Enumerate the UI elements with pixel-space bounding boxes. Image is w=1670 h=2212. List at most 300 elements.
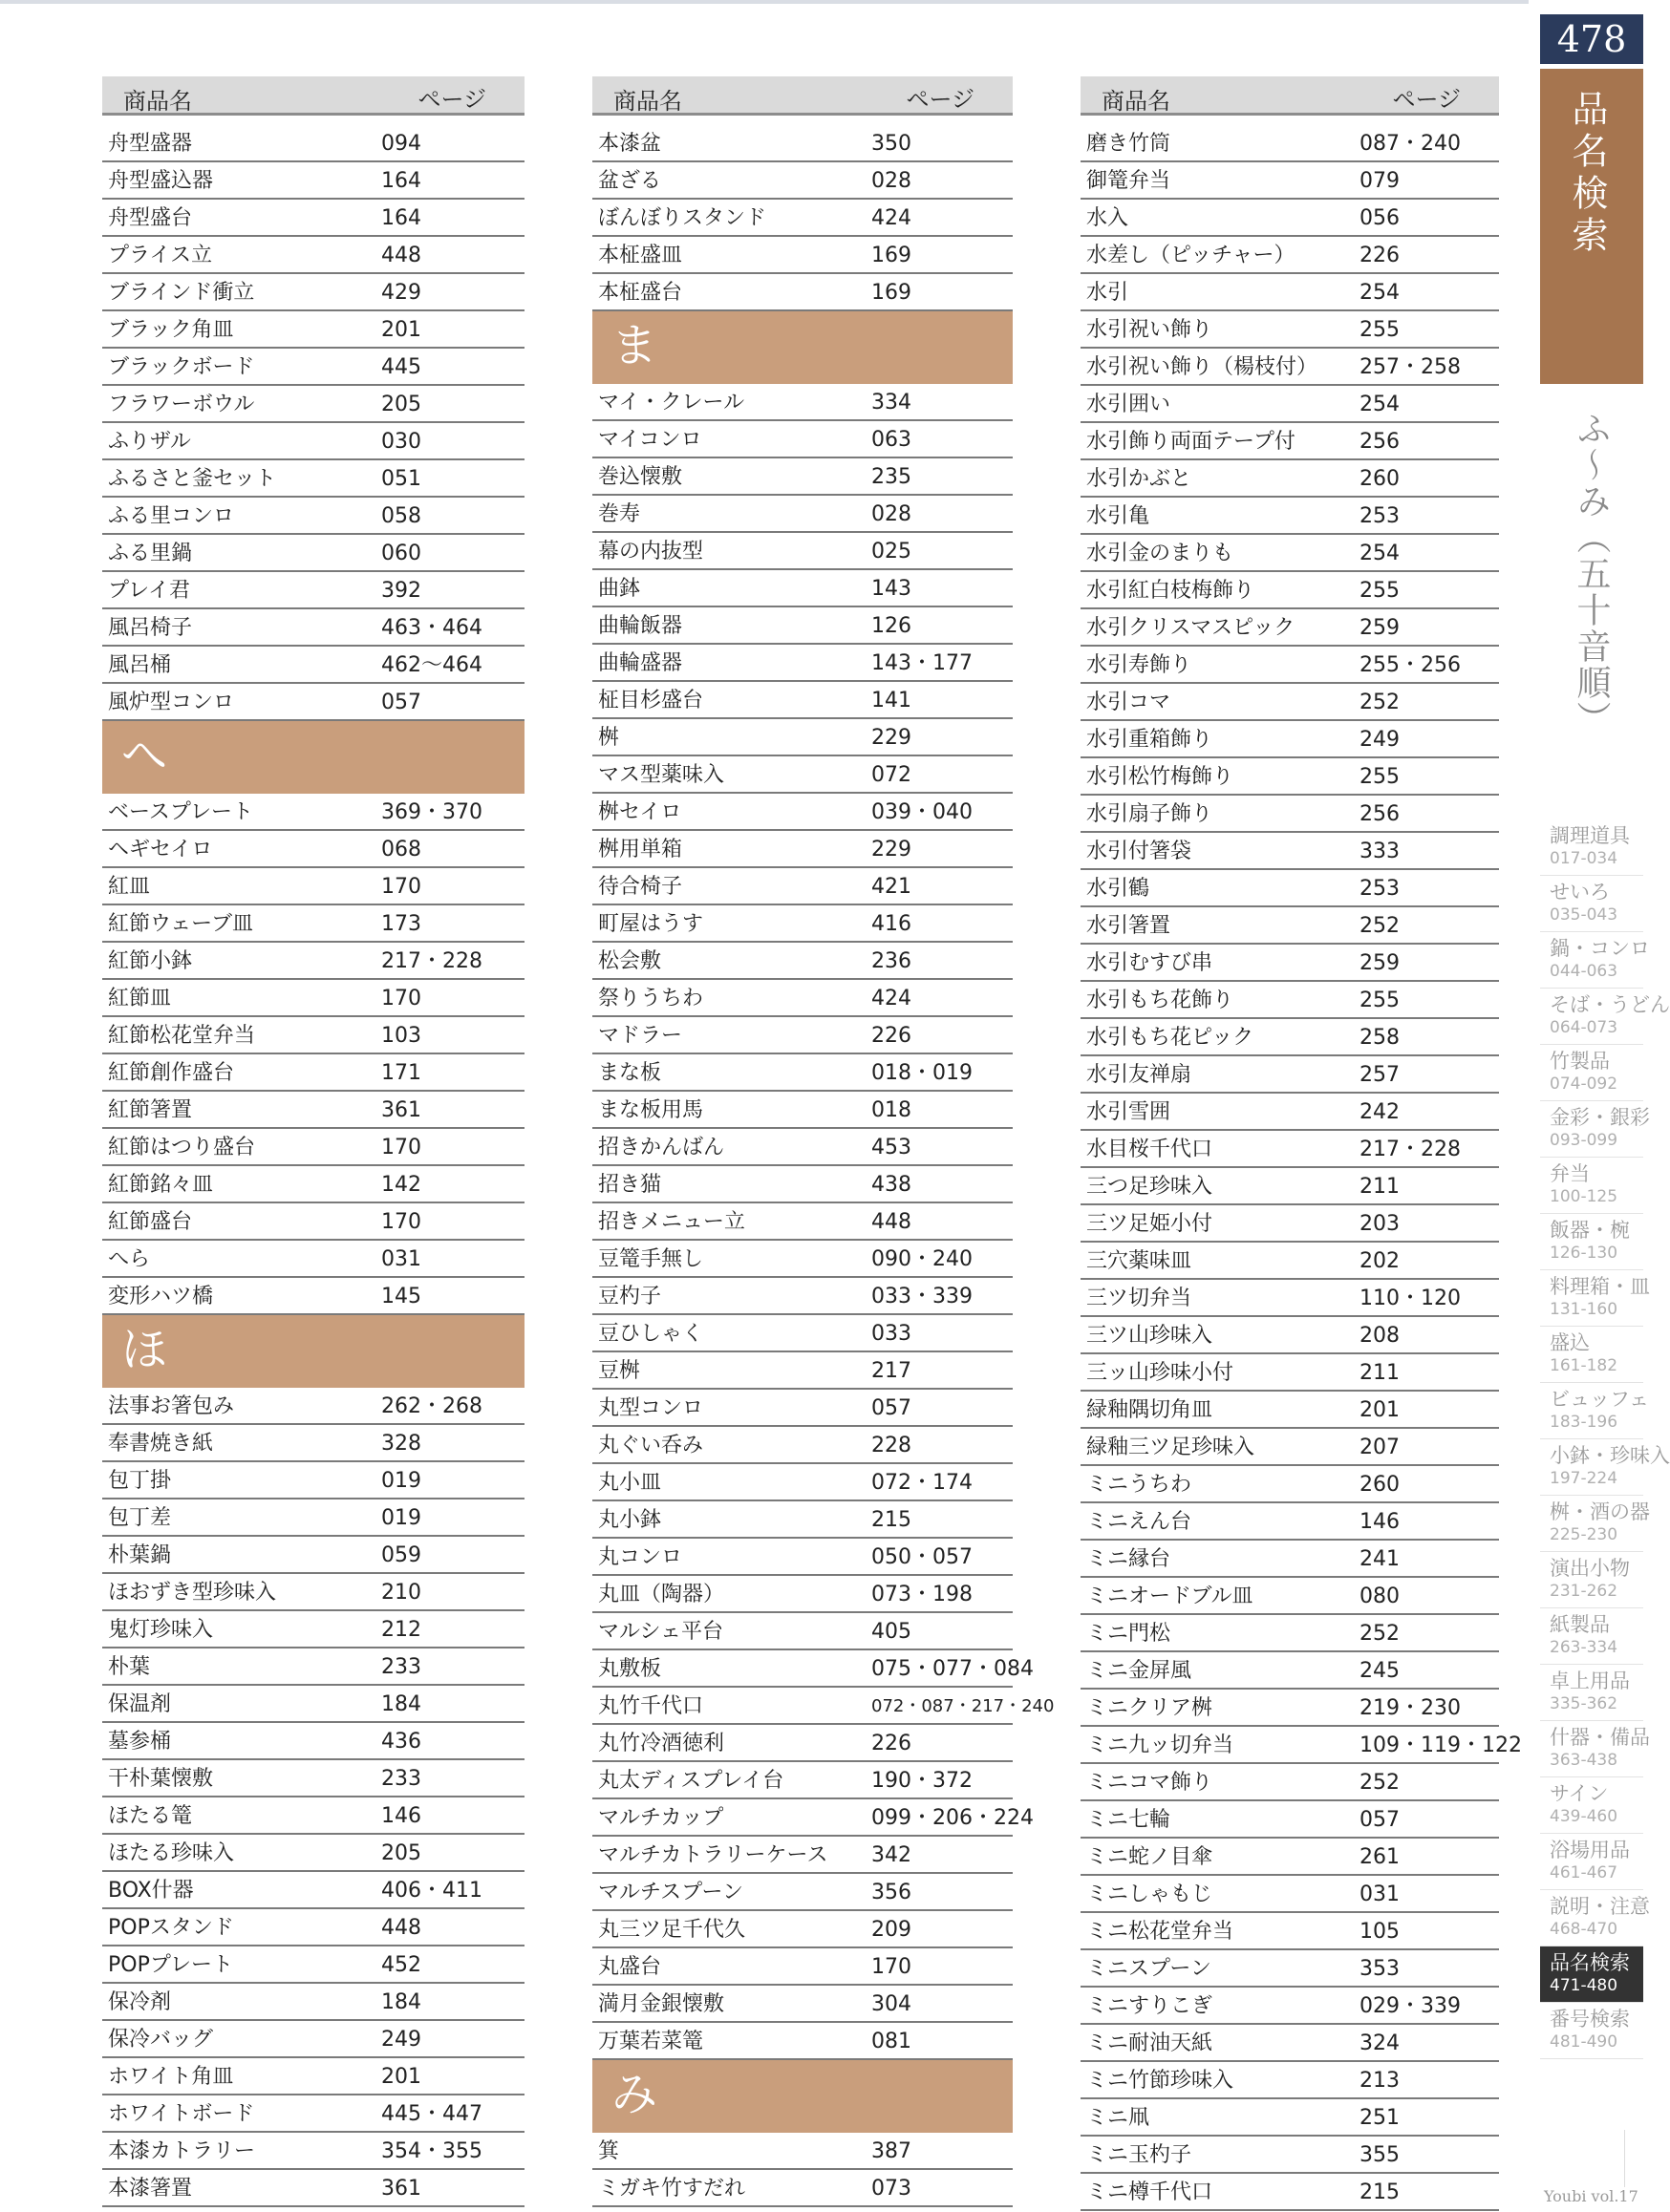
- index-row[interactable]: [1081, 907, 1499, 945]
- category-label: せいろ: [1550, 881, 1610, 904]
- index-row[interactable]: [102, 572, 525, 609]
- category-range: 231-262: [1550, 1582, 1618, 1601]
- column-header: [1081, 76, 1499, 116]
- index-row[interactable]: [102, 1425, 525, 1462]
- category-label: 桝・酒の器: [1550, 1500, 1650, 1523]
- index-row[interactable]: [102, 200, 525, 237]
- category-item[interactable]: [1540, 932, 1650, 989]
- index-row[interactable]: [102, 1054, 525, 1092]
- index-row[interactable]: [592, 607, 1013, 645]
- page-reference: 241: [1360, 1547, 1400, 1571]
- product-name: ほたる珍味入: [108, 1841, 235, 1865]
- product-name: 紅節ウェーブ皿: [108, 912, 254, 936]
- page-reference: 087・240: [1360, 132, 1461, 156]
- product-name: 三ッ山珍味小付: [1086, 1361, 1234, 1385]
- category-item[interactable]: [1540, 1890, 1650, 1946]
- index-row[interactable]: [592, 1017, 1013, 1054]
- product-name: 町屋はうす: [598, 912, 704, 936]
- index-row[interactable]: [592, 1576, 1013, 1613]
- product-name: 水引鶴: [1086, 877, 1150, 901]
- page-reference: 254: [1360, 281, 1400, 305]
- page-reference: 350: [871, 132, 911, 156]
- index-row[interactable]: [102, 386, 525, 423]
- page-reference: 356: [871, 1881, 911, 1904]
- index-row[interactable]: [592, 458, 1013, 496]
- index-row[interactable]: [592, 1464, 1013, 1501]
- index-row[interactable]: [1081, 1652, 1499, 1690]
- product-name: 招きメニュー立: [598, 1210, 746, 1234]
- page-reference: 424: [871, 987, 911, 1010]
- product-name: 紅節はつり盛台: [108, 1136, 256, 1159]
- index-row[interactable]: [592, 1241, 1013, 1278]
- product-name: 風呂椅子: [108, 616, 193, 640]
- index-row[interactable]: [102, 1872, 525, 1909]
- page-reference: 256: [1360, 430, 1400, 454]
- product-name: 豆杓子: [598, 1285, 662, 1308]
- product-name: 風呂桶: [108, 653, 172, 677]
- kana-heading-text: へ: [121, 729, 168, 782]
- product-name: 丸ぐい呑み: [598, 1434, 704, 1457]
- product-name: 豆桝: [598, 1359, 641, 1383]
- index-row[interactable]: [102, 647, 525, 684]
- index-row[interactable]: [1081, 1503, 1499, 1541]
- index-row[interactable]: [102, 2133, 525, 2170]
- index-row[interactable]: [1081, 274, 1499, 311]
- category-item[interactable]: [1540, 1214, 1643, 1270]
- page-reference: 213: [1360, 2069, 1400, 2093]
- product-name: ミニうちわ: [1086, 1473, 1192, 1497]
- page-reference: 033・339: [871, 1285, 973, 1308]
- product-name: 本漆盆: [598, 132, 662, 156]
- page-reference: 304: [871, 1992, 911, 2016]
- index-row[interactable]: [592, 2170, 1013, 2207]
- category-item[interactable]: [1540, 1665, 1643, 1721]
- index-row[interactable]: [102, 1723, 525, 1760]
- page-reference: 448: [381, 1916, 421, 1940]
- index-row[interactable]: [592, 1799, 1034, 1837]
- category-range: 074-092: [1550, 1074, 1618, 1094]
- index-row[interactable]: [1081, 1354, 1499, 1392]
- index-row[interactable]: [1081, 1317, 1499, 1354]
- category-item[interactable]: [1540, 1383, 1649, 1439]
- index-row[interactable]: [1081, 1392, 1499, 1429]
- page-reference: 190・372: [871, 1769, 973, 1793]
- product-name: 水入: [1086, 206, 1129, 230]
- index-row[interactable]: [102, 684, 525, 721]
- category-item[interactable]: [1540, 1327, 1643, 1383]
- page-reference: 259: [1360, 951, 1400, 975]
- index-row[interactable]: [1081, 1950, 1499, 1988]
- page-reference: 143: [871, 577, 911, 601]
- index-row[interactable]: [1081, 1131, 1499, 1168]
- index-row[interactable]: [592, 1986, 1013, 2023]
- index-row[interactable]: [592, 1501, 1013, 1539]
- footer-label: Youbi vol.17: [1544, 2187, 1638, 2205]
- page-reference: 215: [1360, 2180, 1400, 2204]
- index-row[interactable]: [592, 1948, 1013, 1986]
- product-name: 風炉型コンロ: [108, 691, 235, 714]
- index-row[interactable]: [1081, 1541, 1499, 1578]
- index-row[interactable]: [592, 125, 1013, 162]
- page-reference: 019: [381, 1506, 421, 1530]
- category-item[interactable]: [1540, 1045, 1643, 1101]
- product-name: 盆ざる: [598, 169, 662, 193]
- kana-heading-text: み: [611, 2068, 658, 2121]
- page-reference: 233: [381, 1767, 421, 1791]
- category-item[interactable]: [1540, 1834, 1643, 1890]
- product-name: ミニ耐油天紙: [1086, 2031, 1213, 2055]
- page-reference: 228: [871, 1434, 911, 1457]
- category-item[interactable]: [1540, 989, 1670, 1045]
- page-reference: 202: [1360, 1249, 1400, 1273]
- index-row[interactable]: [1081, 945, 1499, 982]
- index-row[interactable]: [1081, 609, 1499, 647]
- page-reference: 201: [381, 318, 421, 342]
- page-reference: 170: [381, 875, 421, 899]
- index-row[interactable]: [592, 496, 1013, 533]
- page-reference: 252: [1360, 691, 1400, 714]
- index-row[interactable]: [592, 868, 1013, 905]
- product-name: 水引友禅扇: [1086, 1063, 1192, 1087]
- index-row[interactable]: [1081, 311, 1499, 349]
- index-row[interactable]: [1081, 796, 1499, 833]
- index-row[interactable]: [592, 384, 1013, 421]
- index-row[interactable]: [1081, 1727, 1522, 1764]
- page-reference: 429: [381, 281, 421, 305]
- category-label: 卓上用品: [1550, 1670, 1630, 1692]
- category-range: 131-160: [1550, 1300, 1618, 1319]
- product-name: 紅節箸置: [108, 1098, 193, 1122]
- category-label: 小鉢・珍味入: [1550, 1444, 1670, 1467]
- index-row[interactable]: [592, 1688, 1055, 1725]
- index-row[interactable]: [1081, 535, 1499, 572]
- index-row[interactable]: [102, 237, 525, 274]
- index-row[interactable]: [1081, 1243, 1499, 1280]
- index-row[interactable]: [592, 719, 1013, 756]
- index-row[interactable]: [1081, 1876, 1499, 1913]
- index-row[interactable]: [1081, 870, 1499, 907]
- index-row[interactable]: [592, 1911, 1013, 1948]
- index-row[interactable]: [592, 162, 1013, 200]
- page-reference: 463・464: [381, 616, 482, 640]
- index-row[interactable]: [592, 682, 1013, 719]
- index-row[interactable]: [592, 1837, 1013, 1874]
- index-row[interactable]: [592, 1762, 1013, 1799]
- index-row[interactable]: [102, 1129, 525, 1166]
- page-reference: 215: [871, 1508, 911, 1532]
- index-row[interactable]: [102, 1462, 525, 1499]
- index-row[interactable]: [1081, 2137, 1499, 2174]
- index-row[interactable]: [102, 1648, 525, 1686]
- index-row[interactable]: [1081, 1056, 1499, 1094]
- index-row[interactable]: [1081, 2062, 1499, 2099]
- page-reference: 342: [871, 1843, 911, 1867]
- index-row[interactable]: [1081, 162, 1499, 200]
- product-name: 丸小皿: [598, 1471, 662, 1495]
- index-row[interactable]: [1081, 349, 1499, 386]
- index-row[interactable]: [592, 533, 1013, 570]
- index-row[interactable]: [1081, 1280, 1499, 1317]
- index-row[interactable]: [102, 905, 525, 943]
- index-row[interactable]: [102, 1092, 525, 1129]
- page-reference: 146: [1360, 1510, 1400, 1534]
- index-row[interactable]: [592, 756, 1013, 794]
- index-row[interactable]: [1081, 1839, 1499, 1876]
- index-row[interactable]: [592, 1352, 1013, 1390]
- index-row[interactable]: [592, 1129, 1013, 1166]
- page-reference: 057: [871, 1396, 911, 1420]
- product-name: 水引亀: [1086, 504, 1150, 528]
- product-name: 本漆箸置: [108, 2177, 193, 2201]
- index-row[interactable]: [1081, 1764, 1499, 1801]
- section-tab[interactable]: [1540, 69, 1643, 384]
- index-row[interactable]: [1081, 647, 1499, 684]
- index-row[interactable]: [102, 274, 525, 311]
- index-row[interactable]: [592, 1390, 1013, 1427]
- category-item[interactable]: [1540, 1439, 1670, 1496]
- product-name: ミニ樽千代口: [1086, 2180, 1213, 2204]
- page-reference: 094: [381, 132, 421, 156]
- category-label: 弁当: [1550, 1162, 1590, 1185]
- product-name: マルチカップ: [598, 1806, 724, 1830]
- index-row[interactable]: [1081, 237, 1499, 274]
- index-row[interactable]: [592, 237, 1013, 274]
- index-row[interactable]: [592, 1427, 1013, 1464]
- product-name: 三穴薬味皿: [1086, 1249, 1192, 1273]
- index-row[interactable]: [1081, 684, 1499, 721]
- kana-heading: [102, 721, 525, 794]
- product-name: ブラック角皿: [108, 318, 234, 342]
- page-reference: 211: [1360, 1361, 1400, 1385]
- index-row[interactable]: [102, 943, 525, 980]
- index-row[interactable]: [592, 1613, 1013, 1650]
- index-row[interactable]: [1081, 1094, 1499, 1131]
- index-row[interactable]: [1081, 2099, 1499, 2137]
- index-row[interactable]: [592, 421, 1013, 458]
- index-row[interactable]: [1081, 758, 1499, 796]
- index-row[interactable]: [102, 1241, 525, 1278]
- page-reference: 057: [1360, 1808, 1400, 1832]
- index-row[interactable]: [102, 1909, 525, 1946]
- product-name: 舟型盛器: [108, 132, 193, 156]
- index-row[interactable]: [1081, 498, 1499, 535]
- header-page: ページ: [1392, 86, 1461, 113]
- index-row[interactable]: [1081, 1615, 1499, 1652]
- category-label: 料理箱・皿: [1550, 1275, 1650, 1298]
- index-row[interactable]: [592, 1539, 1013, 1576]
- page-reference: 462～464: [381, 653, 482, 677]
- index-column-2: [592, 76, 1055, 2207]
- index-row[interactable]: [102, 1499, 525, 1537]
- index-row[interactable]: [102, 1388, 525, 1425]
- index-row[interactable]: [102, 2021, 525, 2058]
- page-reference: 235: [871, 465, 911, 489]
- index-row[interactable]: [592, 200, 1013, 237]
- product-name: 水引雪囲: [1086, 1100, 1171, 1124]
- page-reference: 090・240: [871, 1247, 973, 1271]
- category-range: 461-467: [1550, 1863, 1618, 1882]
- index-row[interactable]: [102, 460, 525, 498]
- index-row[interactable]: [102, 1611, 525, 1648]
- category-range: 044-063: [1550, 962, 1618, 981]
- index-row[interactable]: [592, 1054, 1013, 1092]
- product-name: 磨き竹筒: [1086, 132, 1171, 156]
- product-name: ミニ縁台: [1086, 1547, 1171, 1571]
- index-row[interactable]: [1081, 1019, 1499, 1056]
- index-row[interactable]: [1081, 1466, 1499, 1503]
- index-row[interactable]: [102, 1984, 525, 2021]
- index-row[interactable]: [592, 1278, 1013, 1315]
- page-reference: 260: [1360, 467, 1400, 491]
- category-item[interactable]: [1540, 819, 1643, 876]
- index-row[interactable]: [592, 943, 1013, 980]
- page-reference: 164: [381, 206, 421, 230]
- index-row[interactable]: [102, 423, 525, 460]
- category-item[interactable]: [1540, 1608, 1643, 1665]
- page-reference: 058: [381, 504, 421, 528]
- index-row[interactable]: [1081, 1578, 1499, 1615]
- page-reference: 209: [871, 1918, 911, 1942]
- product-name: 本柾盛台: [598, 281, 683, 305]
- category-range: 468-470: [1550, 1920, 1618, 1939]
- index-row[interactable]: [1081, 1988, 1499, 2025]
- product-name: ミニ玉杓子: [1086, 2143, 1192, 2167]
- index-row[interactable]: [592, 1166, 1013, 1203]
- index-row[interactable]: [1081, 1913, 1499, 1950]
- index-row[interactable]: [102, 349, 525, 386]
- product-name: 水差し（ピッチャー）: [1086, 244, 1295, 267]
- index-row[interactable]: [592, 2133, 1013, 2170]
- index-row[interactable]: [102, 1686, 525, 1723]
- index-row[interactable]: [102, 868, 525, 905]
- product-name: へら: [108, 1247, 151, 1271]
- index-row[interactable]: [102, 162, 525, 200]
- index-row[interactable]: [1081, 2025, 1499, 2062]
- product-name: 桝: [598, 726, 620, 750]
- index-row[interactable]: [592, 274, 1013, 311]
- product-name: POPプレート: [108, 1953, 233, 1977]
- index-row[interactable]: [1081, 833, 1499, 870]
- index-row[interactable]: [1081, 982, 1499, 1019]
- product-name: 水目桜千代口: [1086, 1138, 1213, 1161]
- product-name: 柾目杉盛台: [598, 689, 704, 713]
- index-row[interactable]: [592, 1203, 1013, 1241]
- page-reference: 164: [381, 169, 421, 193]
- index-row[interactable]: [102, 1203, 525, 1241]
- index-row[interactable]: [1081, 200, 1499, 237]
- page-reference: 028: [871, 502, 911, 526]
- index-row[interactable]: [1081, 1205, 1499, 1243]
- index-row[interactable]: [102, 498, 525, 535]
- index-row[interactable]: [592, 1092, 1013, 1129]
- index-row[interactable]: [102, 1537, 525, 1574]
- index-row[interactable]: [102, 1946, 525, 1984]
- index-row[interactable]: [592, 905, 1013, 943]
- index-row[interactable]: [102, 1797, 525, 1835]
- category-item[interactable]: [1540, 876, 1643, 932]
- index-row[interactable]: [102, 2095, 525, 2133]
- index-row[interactable]: [592, 980, 1013, 1017]
- category-label: 品名検索: [1550, 1951, 1630, 1974]
- index-row[interactable]: [102, 1017, 525, 1054]
- category-item[interactable]: [1540, 1496, 1650, 1552]
- product-name: マルチスプーン: [598, 1881, 744, 1904]
- category-item[interactable]: [1540, 1946, 1643, 2003]
- index-row[interactable]: [592, 1650, 1034, 1688]
- index-row[interactable]: [592, 570, 1013, 607]
- index-row[interactable]: [1081, 386, 1499, 423]
- index-row[interactable]: [1081, 1429, 1499, 1466]
- page-reference: 030: [381, 430, 421, 454]
- product-name: 巻寿: [598, 502, 641, 526]
- product-name: 桝用単箱: [598, 838, 683, 861]
- index-row[interactable]: [1081, 2174, 1499, 2211]
- category-range: 263-334: [1550, 1638, 1618, 1657]
- product-name: マドラー: [598, 1024, 683, 1048]
- category-item[interactable]: [1540, 1158, 1643, 1214]
- page-reference: 033: [871, 1322, 911, 1346]
- category-item[interactable]: [1540, 1270, 1650, 1327]
- index-row[interactable]: [102, 1166, 525, 1203]
- index-row[interactable]: [102, 1574, 525, 1611]
- index-row[interactable]: [102, 1835, 525, 1872]
- category-item[interactable]: [1540, 1552, 1643, 1608]
- index-row[interactable]: [102, 311, 525, 349]
- index-row[interactable]: [1081, 721, 1499, 758]
- index-row[interactable]: [592, 831, 1013, 868]
- product-name: 桝セイロ: [598, 800, 682, 824]
- index-row[interactable]: [102, 794, 525, 831]
- page-reference: 018: [871, 1098, 911, 1122]
- index-row[interactable]: [102, 2058, 525, 2095]
- page-reference: 060: [381, 542, 421, 565]
- page-reference: 205: [381, 1841, 421, 1865]
- product-name: ふるさと釜セット: [108, 467, 277, 491]
- page-reference: 103: [381, 1024, 421, 1048]
- index-row[interactable]: [592, 2023, 1013, 2060]
- index-row[interactable]: [1081, 1168, 1499, 1205]
- index-rows: [102, 125, 525, 2207]
- category-item[interactable]: [1540, 1721, 1650, 1777]
- index-row[interactable]: [592, 1874, 1013, 1911]
- category-item[interactable]: [1540, 1101, 1650, 1158]
- index-row[interactable]: [1081, 423, 1499, 460]
- index-row[interactable]: [102, 2170, 525, 2207]
- index-row[interactable]: [102, 1278, 525, 1315]
- index-row[interactable]: [1081, 125, 1499, 162]
- index-row[interactable]: [1081, 1801, 1499, 1839]
- category-item[interactable]: [1540, 2003, 1643, 2059]
- index-row[interactable]: [592, 1725, 1013, 1762]
- index-row[interactable]: [102, 831, 525, 868]
- page-reference: 405: [871, 1620, 911, 1644]
- index-row[interactable]: [102, 980, 525, 1017]
- category-range: 481-490: [1550, 2032, 1618, 2052]
- index-row[interactable]: [102, 125, 525, 162]
- index-row[interactable]: [592, 645, 1013, 682]
- index-row[interactable]: [102, 535, 525, 572]
- index-row[interactable]: [1081, 1690, 1499, 1727]
- index-row[interactable]: [592, 794, 1013, 831]
- index-row[interactable]: [102, 1760, 525, 1797]
- index-row[interactable]: [102, 609, 525, 647]
- product-name: まな板用馬: [598, 1098, 704, 1122]
- category-item[interactable]: [1540, 1777, 1643, 1834]
- index-row[interactable]: [1081, 460, 1499, 498]
- index-row[interactable]: [1081, 572, 1499, 609]
- page-reference: 453: [871, 1136, 911, 1159]
- index-row[interactable]: [592, 1315, 1013, 1352]
